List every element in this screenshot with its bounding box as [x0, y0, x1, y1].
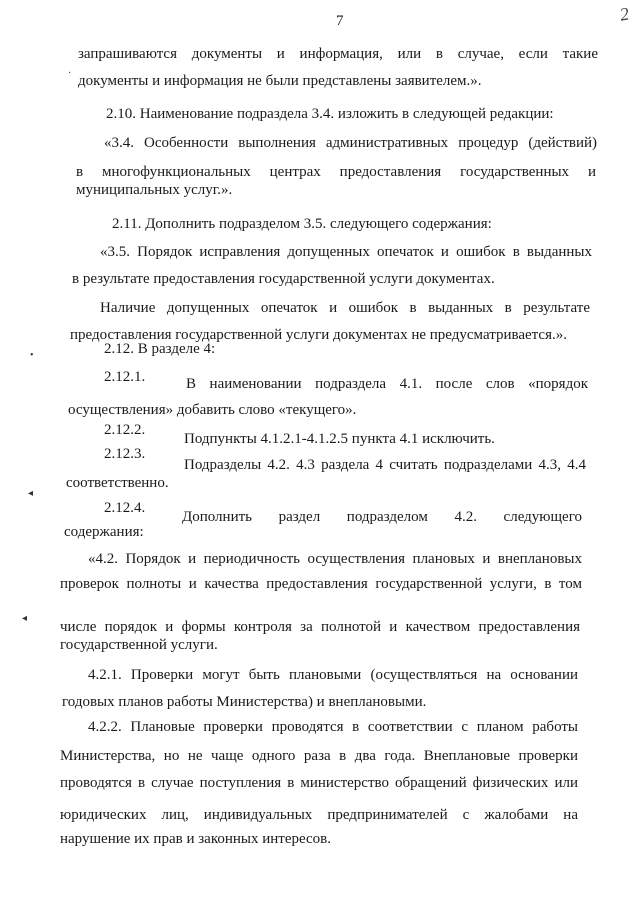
- scan-speck: ·: [68, 68, 72, 79]
- text-line: юридических лиц, индивидуальных предпринимателей с жалобами на: [60, 807, 578, 823]
- text-line: Дополнить раздел подразделом 4.2. следующего: [182, 509, 582, 525]
- text-line: Министерства, но не чаще одного раза в два года. Внеплановые проверки: [60, 748, 578, 764]
- text-line: 4.2.2. Плановые проверки проводятся в соответствии с планом работы: [88, 719, 578, 735]
- text-line: государственной услуги.: [60, 637, 218, 653]
- text-line: осуществления» добавить слово «текущего».: [68, 402, 357, 418]
- section-number: 2.12.4.: [104, 500, 146, 516]
- text-line: документы и информация не были представлены заявителем.».: [78, 73, 482, 89]
- scan-speck: ◂: [28, 488, 34, 499]
- text-line: 2.11. Дополнить подразделом 3.5. следующего содержания:: [112, 216, 492, 232]
- text-line: в результате предоставления государственной услуги документах.: [72, 271, 495, 287]
- text-line: предоставления государственной услуги документах не предусматривается.».: [70, 327, 567, 343]
- text-line: В наименовании подраздела 4.1. после слов «порядок: [186, 376, 588, 392]
- text-line: в многофункциональных центрах предоставления государственных и: [76, 164, 596, 180]
- text-line: 2.10. Наименование подраздела 3.4. изложить в следующей редакции:: [106, 106, 554, 122]
- page-number: 7: [336, 13, 344, 29]
- text-line: содержания:: [64, 524, 144, 540]
- text-line: числе порядок и формы контроля за полнотой и качеством предоставления: [60, 619, 580, 635]
- text-line: запрашиваются документы и информация, или в случае, если такие: [78, 46, 598, 62]
- text-line: «3.5. Порядок исправления допущенных опечаток и ошибок в выданных: [100, 244, 592, 260]
- text-line: годовых планов работы Министерства) и внеплановыми.: [62, 694, 427, 710]
- scan-speck: •: [30, 350, 34, 361]
- text-line: «3.4. Особенности выполнения административных процедур (действий): [104, 135, 597, 151]
- text-line: «4.2. Порядок и периодичность осуществления плановых и внеплановых: [88, 551, 582, 567]
- section-number: 2.12.1.: [104, 369, 146, 385]
- section-number: 2.12.3.: [104, 446, 146, 462]
- text-line: муниципальных услуг.».: [76, 182, 233, 198]
- section-number: 2.12.2.: [104, 422, 146, 438]
- text-line: нарушение их прав и законных интересов.: [60, 831, 332, 847]
- text-line: Наличие допущенных опечаток и ошибок в выданных в результате: [100, 300, 590, 316]
- text-line: проводятся в случае поступления в министерство обращений физических или: [60, 775, 578, 791]
- text-line: проверок полноты и качества предоставления государственной услуги, в том: [60, 576, 582, 592]
- text-line: Подразделы 4.2. 4.3 раздела 4 считать подразделами 4.3, 4.4: [184, 457, 586, 473]
- corner-handwritten-mark: 2: [618, 3, 631, 25]
- scan-speck: ◂: [22, 613, 28, 624]
- text-line: 2.12. В разделе 4:: [104, 341, 216, 357]
- text-line: Подпункты 4.1.2.1-4.1.2.5 пункта 4.1 исключить.: [184, 431, 495, 447]
- text-line: соответственно.: [66, 475, 169, 491]
- text-line: 4.2.1. Проверки могут быть плановыми (осуществляться на основании: [88, 667, 578, 683]
